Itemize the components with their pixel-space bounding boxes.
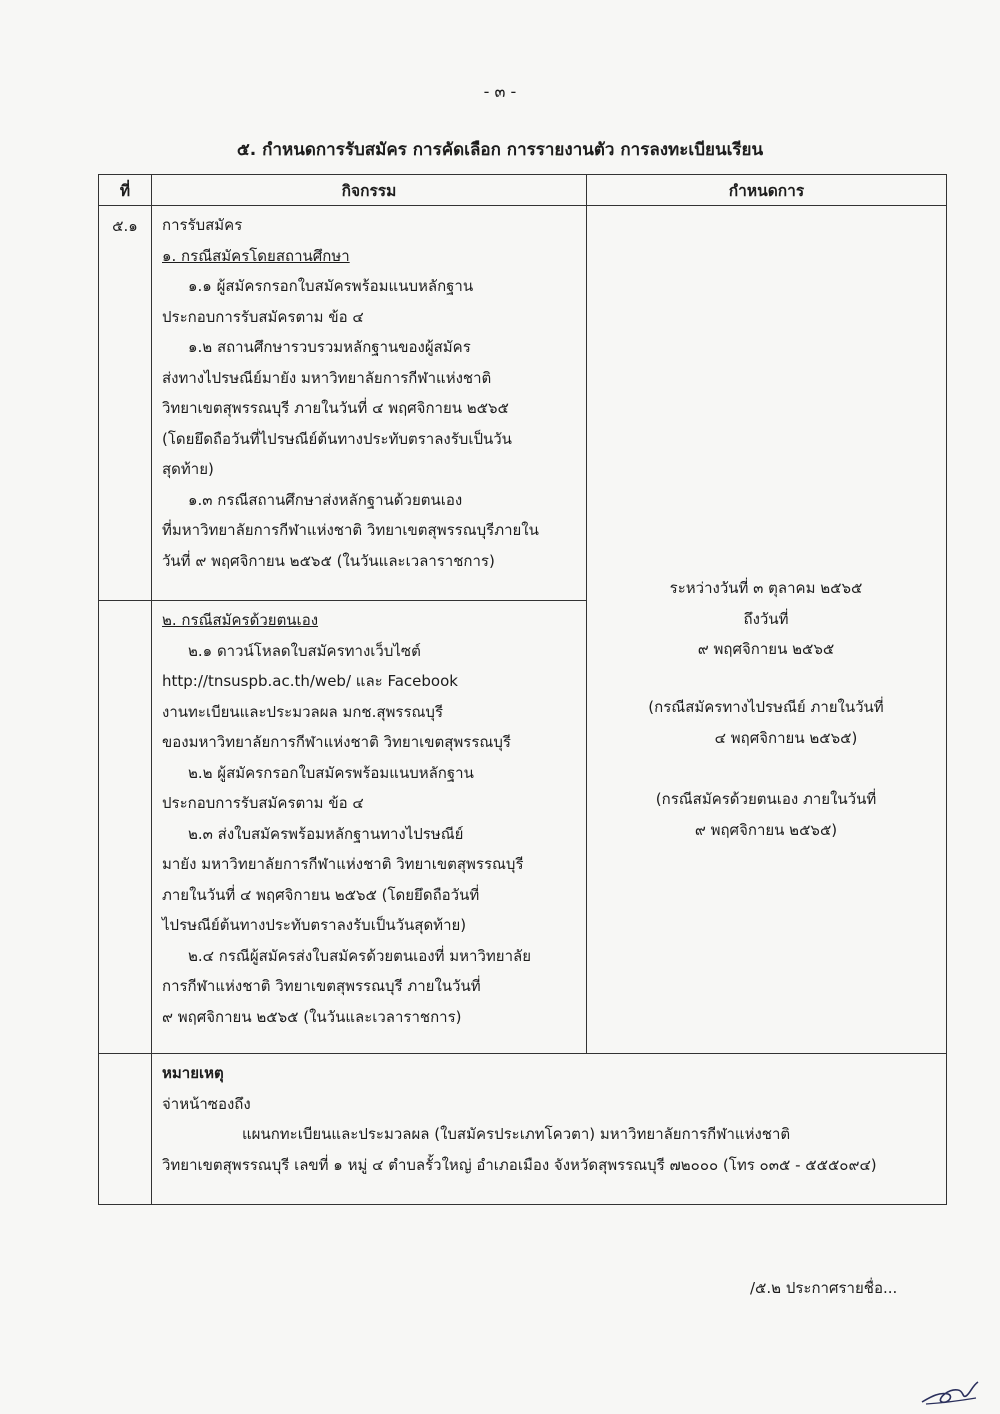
signature-icon (918, 1376, 982, 1408)
activity-line: วันที่ ๙ พฤศจิกายน ๒๕๖๕ (ในวันและเวลาราชการ) (162, 551, 495, 570)
schedule-post (588, 692, 944, 753)
activity-line: ๒.๓ ส่งใบสมัครพร้อมหลักฐานทางไปรษณีย์ (188, 824, 464, 843)
note-heading: หมายเหตุ (162, 1064, 224, 1082)
section-title: ๕. กำหนดการรับสมัคร การคัดเลือก การรายงานตัว การลงทะเบียนเรียน (236, 140, 764, 160)
table-row-note (99, 1054, 947, 1205)
activity-line: ของมหาวิทยาลัยการกีฬาแห่งชาติ วิทยาเขตสุพรรณบุรี (162, 733, 511, 751)
schedule-table (98, 174, 947, 1205)
note-line: จ่าหน้าซองถึง (162, 1094, 251, 1113)
table-header-row (99, 175, 947, 206)
activity-line: ๙ พฤศจิกายน ๒๕๖๕ (ในวันและเวลาราชการ) (162, 1007, 462, 1026)
schedule-line: ระหว่างวันที่ ๓ ตุลาคม ๒๕๖๕ (669, 579, 863, 597)
activity-line: ประกอบการรับสมัครตาม ข้อ ๔ (162, 307, 364, 326)
schedule-line: ถึงวันที่ (743, 609, 789, 628)
note-line: วิทยาเขตสุพรรณบุรี เลขที่ ๑ หมู่ ๔ ตำบลรั้วใหญ่ อำเภอเมือง จังหวัดสุพรรณบุรี ๗๒๐๐๐ (โทร ๐๓๕ - ๕๕๕๐๙๔) (162, 1155, 877, 1174)
website-link[interactable]: http://tnsuspb.ac.th/web/ และ Facebook (162, 672, 458, 690)
row-number-empty (99, 1054, 152, 1205)
schedule-self (588, 784, 944, 845)
activity-line: ๒.๑ ดาวน์โหลดใบสมัครทางเว็บไซต์ (188, 641, 421, 660)
continuation-text: /๕.๒ ประกาศรายชื่อ... (750, 1279, 898, 1297)
row-number: ๕.๑ (99, 206, 152, 601)
activity-line: ๑.๑ ผู้สมัครกรอกใบสมัครพร้อมแนบหลักฐาน (188, 277, 474, 295)
activity-line: ๑.๒ สถานศึกษารวบรวมหลักฐานของผู้สมัคร (188, 338, 471, 356)
activity-cell-school (152, 206, 587, 601)
page-number: - ๓ - (483, 82, 517, 101)
activity-line: ๒.๒ ผู้สมัครกรอกใบสมัครพร้อมแนบหลักฐาน (188, 763, 474, 782)
activity-line: (โดยยึดถือวันที่ไปรษณีย์ต้นทางประทับตราลงรับเป็นวัน (162, 429, 512, 448)
header-no: ที่ (99, 175, 152, 206)
schedule-line: (กรณีสมัครด้วยตนเอง ภายในวันที่ (655, 790, 877, 808)
row-number-empty (99, 601, 152, 1054)
activity-line: ประกอบการรับสมัครตาม ข้อ ๔ (162, 794, 364, 812)
activity-heading: การรับสมัคร (162, 216, 243, 234)
table-row (99, 206, 947, 601)
activity-line: ๒.๔ กรณีผู้สมัครส่งใบสมัครด้วยตนเองที่ มหาวิทยาลัย (188, 946, 531, 965)
case-school-heading: ๑. กรณีสมัครโดยสถานศึกษา (162, 246, 350, 265)
activity-cell-self (152, 601, 587, 1054)
activity-line: ภายในวันที่ ๔ พฤศจิกายน ๒๕๖๕ (โดยยึดถือวันที่ (162, 885, 480, 904)
schedule-period (588, 573, 944, 665)
activity-line: การกีฬาแห่งชาติ วิทยาเขตสุพรรณบุรี ภายในวันที่ (162, 977, 481, 995)
activity-line: ส่งทางไปรษณีย์มายัง มหาวิทยาลัยการกีฬาแห่งชาติ (162, 368, 492, 387)
activity-line: วิทยาเขตสุพรรณบุรี ภายในวันที่ ๔ พฤศจิกายน ๒๕๖๕ (162, 399, 509, 417)
activity-line: ที่มหาวิทยาลัยการกีฬาแห่งชาติ วิทยาเขตสุพรรณบุรีภายใน (162, 521, 539, 539)
activity-line: งานทะเบียนและประมวลผล มกช.สุพรรณบุรี (162, 702, 444, 721)
case-self-heading: ๒. กรณีสมัครด้วยตนเอง (162, 611, 319, 629)
note-cell (152, 1054, 947, 1205)
schedule-line: ๙ พฤศจิกายน ๒๕๖๕ (697, 640, 835, 658)
schedule-line: ๔ พฤศจิกายน ๒๕๖๕) (714, 728, 858, 747)
schedule-line: (กรณีสมัครทางไปรษณีย์ ภายในวันที่ (648, 698, 884, 716)
activity-line: ไปรษณีย์ต้นทางประทับตราลงรับเป็นวันสุดท้าย) (162, 916, 467, 934)
header-schedule: กำหนดการ (587, 175, 947, 206)
activity-line: ๑.๓ กรณีสถานศึกษาส่งหลักฐานด้วยตนเอง (188, 490, 463, 509)
activity-line: สุดท้าย) (162, 460, 214, 478)
note-line: แผนกทะเบียนและประมวลผล (ใบสมัครประเภทโควตา) มหาวิทยาลัยการกีฬาแห่งชาติ (242, 1125, 791, 1143)
schedule-line: ๙ พฤศจิกายน ๒๕๖๕) (694, 820, 838, 839)
activity-line: มายัง มหาวิทยาลัยการกีฬาแห่งชาติ วิทยาเขตสุพรรณบุรี (162, 855, 524, 873)
header-activity: กิจกรรม (152, 175, 587, 206)
